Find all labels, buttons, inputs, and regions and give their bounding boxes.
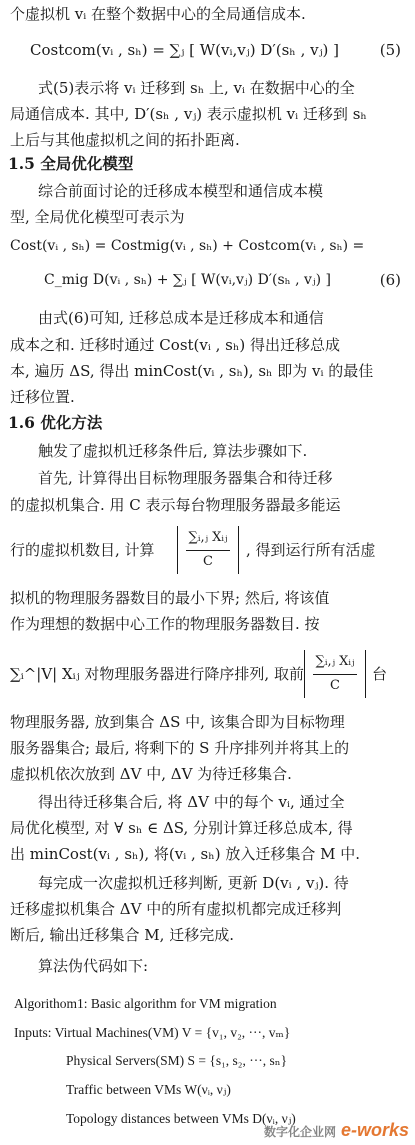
text-line: , 得到运行所有活虚 [246,541,376,559]
fraction-numerator: ∑ᵢ,ⱼ Xᵢⱼ [315,654,355,669]
text-line: 作为理想的数据中心工作的物理服务器数目. 按 [10,615,320,633]
text-line: 个虚拟机 vᵢ 在整个数据中心的全局通信成本. [10,5,306,23]
algorithm-input: Physical Servers(SM) S = {s₁, s₂, ···, sₙ} [66,1053,288,1068]
watermark-brand: e-works [340,1120,409,1140]
text-line: 拟机的物理服务器数目的最小下界; 然后, 将该值 [10,589,330,607]
text-line: 断后, 输出迁移集合 M, 迁移完成. [10,926,234,944]
equation-number: (5) [379,41,401,59]
algorithm-input: Inputs: Virtual Machines(VM) V = {v₁, v₂, ···, vₘ} [14,1025,291,1040]
equation-6-line1: Cost(vᵢ , sₕ) = Costmig(vᵢ , sₕ) + Costcom(vᵢ , sₕ) = [10,238,365,254]
text-line: 台 [372,665,388,683]
text-line: 服务器集合; 最后, 将剩下的 S 升序排列并将其上的 [10,739,350,757]
text-line: 成本之和. 迁移时通过 Cost(vᵢ , sₕ) 得出迁移总成 [10,336,340,354]
text-line: 首先, 计算得出目标物理服务器集合和待迁移 [38,469,333,487]
text-line: 由式(6)可知, 迁移总成本是迁移成本和通信 [38,309,324,327]
text-line: 物理服务器, 放到集合 ΔS 中, 该集合即为目标物理 [10,713,345,731]
text-line: 迁移虚拟机集合 ΔV 中的所有虚拟机都完成迁移判 [10,900,342,918]
text-line: 本, 遍历 ΔS, 得出 minCost(vᵢ , sₕ), sₕ 即为 vᵢ 的最佳 [10,362,374,380]
fraction-formula [177,526,239,574]
text-line: 出 minCost(vᵢ , sₕ), 将(vᵢ , sₕ) 放入迁移集合 M 中. [10,845,361,863]
fraction-bar [313,674,357,675]
algorithm-input: Topology distances between VMs D(νᵢ, νⱼ) [66,1111,296,1126]
text-line: 综合前面讨论的迁移成本模型和通信成本模 [38,182,324,200]
text-line: ∑ᵢ^|V| Xᵢⱼ 对物理服务器进行降序排列, 取前 [10,665,304,683]
watermark-sub: 数字化企业网 [263,1125,336,1139]
text-line: 行的虚拟机数目, 计算 [10,541,155,559]
text-line: 型, 全局优化模型可表示为 [10,208,185,226]
text-line: 算法伪代码如下: [38,957,149,975]
text-line: 式(5)表示将 vᵢ 迁移到 sₕ 上, vᵢ 在数据中心的全 [38,79,355,97]
section-heading: 1.6 优化方法 [8,413,103,432]
algorithm-title: Algorithom1: Basic algorithm for VM migration [14,996,277,1011]
text-line: 每完成一次虚拟机迁移判断, 更新 D(vᵢ , vⱼ). 待 [38,874,349,892]
fraction-numerator: ∑ᵢ,ⱼ Xᵢⱼ [188,530,228,545]
text-line: 得出待迁移集合后, 将 ΔV 中的每个 vᵢ, 通过全 [38,793,345,811]
fraction-formula [304,650,366,698]
algorithm-input: Traffic between VMs W(νᵢ, νⱼ) [66,1082,231,1097]
text-line: 上后与其他虚拟机之间的拓扑距离. [10,131,240,149]
text-line: 局通信成本. 其中, D′(sₕ , vⱼ) 表示虚拟机 vᵢ 迁移到 sₕ [10,105,367,123]
fraction-denominator: C [330,678,340,693]
fraction-bar [186,550,230,551]
equation-5: Costcom(vᵢ , sₕ) = ∑ⱼ [ W(vᵢ,vⱼ) D′(sₕ , vⱼ) ] [30,41,340,59]
text-line: 迁移位置. [10,388,75,406]
equation-6-line2: C_mig D(vᵢ , sₕ) + ∑ⱼ [ W(vᵢ,vⱼ) D′(sₕ , vⱼ) ] [44,272,332,288]
section-heading: 1.5 全局优化模型 [8,154,134,173]
text-line: 虚拟机依次放到 ΔV 中, ΔV 为待迁移集合. [10,765,292,783]
watermark-logo [264,1120,409,1141]
fraction-denominator: C [203,554,213,569]
text-line: 的虚拟机集合. 用 C 表示每台物理服务器最多能运 [10,496,341,514]
text-line: 触发了虚拟机迁移条件后, 算法步骤如下. [38,442,308,460]
text-line: 局优化模型, 对 ∀ sₕ ∈ ΔS, 分别计算迁移总成本, 得 [10,819,353,837]
equation-number: (6) [379,271,401,289]
